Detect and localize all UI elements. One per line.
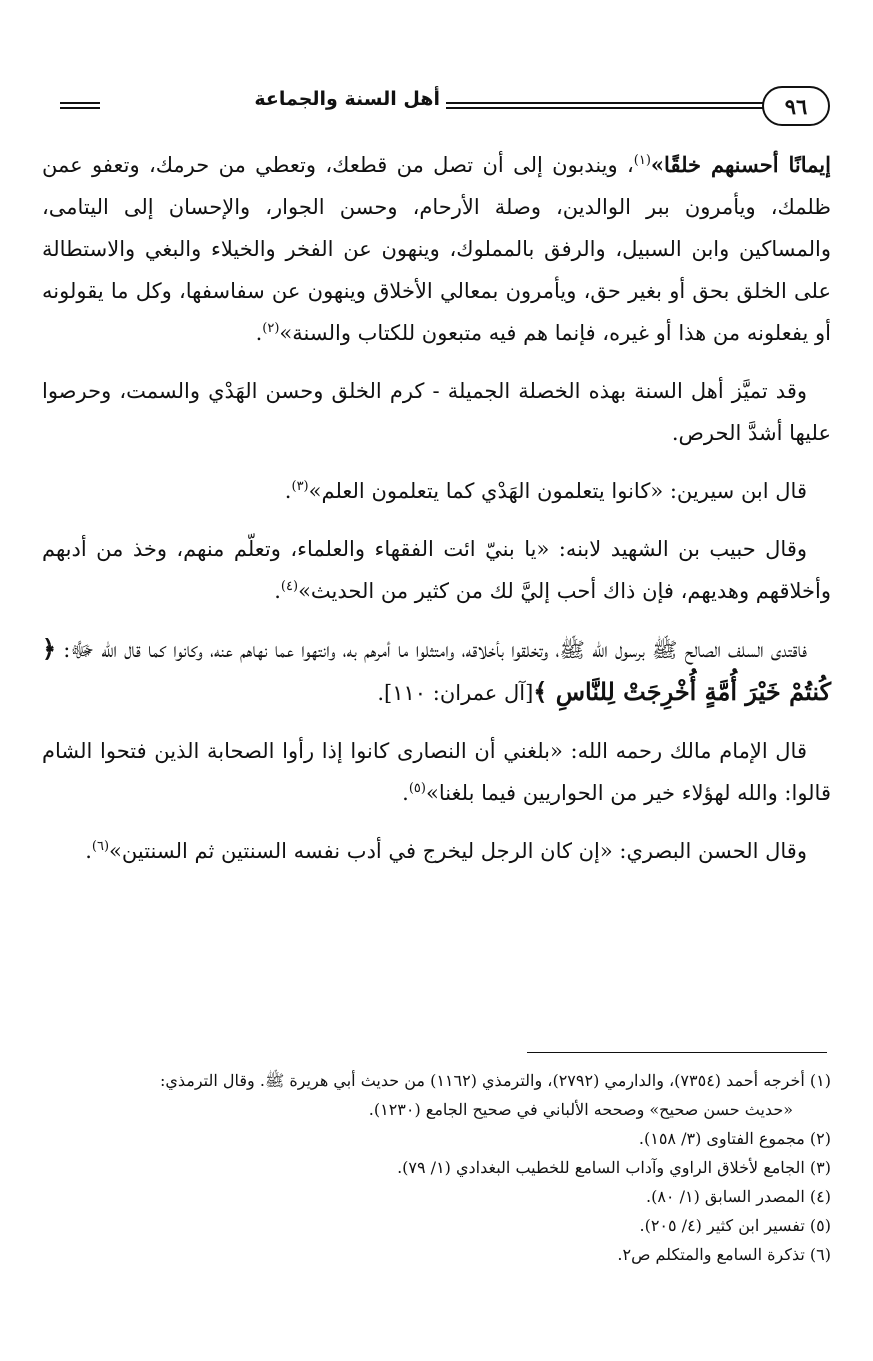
footnote-4: (٤) المصدر السابق (١/ ٨٠). — [645, 1187, 831, 1206]
footnote-ref-3[interactable]: (٣) — [291, 479, 309, 494]
footnote-5: (٥) تفسير ابن كثير (٤/ ٢٠٥). — [639, 1216, 831, 1235]
paragraph-6-end: . — [402, 781, 409, 805]
paragraph-7 — [42, 830, 831, 872]
footnote-separator — [527, 1052, 827, 1053]
paragraph-5-text: فاقتدى السلف الصالح ﷺ برسول الله ﷺ، وتخلقوا بأخلاقه، وامتثلوا ما أمرهم به، وانتهوا عما نهاهم عنه، وكانوا كما قال الله ﷻ: — [56, 638, 807, 662]
running-header — [40, 82, 830, 130]
footnote-ref-1[interactable]: (١) — [633, 153, 651, 168]
footnote-3: (٣) الجامع لأخلاق الراوي وآداب السامع للخطيب البغدادي (١/ ٧٩). — [397, 1158, 831, 1177]
paragraph-4-text: وقال حبيب بن الشهيد لابنه: «يا بنيّ ائت الفقهاء والعلماء، وتعلّم منهم، وخذ من أدبهم وأخلاقهم وهديهم، فإن ذاك أحب إليَّ لك من كثير من الحديث» — [42, 537, 831, 603]
footnote-ref-6[interactable]: (٦) — [91, 839, 110, 854]
paragraph-7-text: وقال الحسن البصري: «إن كان الرجل ليخرج في أدب نفسه السنتين ثم السنتين» — [109, 839, 807, 863]
footnotes — [44, 1066, 831, 1269]
page-number: ٩٦ — [762, 86, 830, 126]
footnote-2: (٢) مجموع الفتاوى (٣/ ١٥٨). — [638, 1129, 831, 1148]
quote-lead: إيمانًا أحسنهم خلقًا» — [650, 152, 831, 177]
header-rule-right — [446, 102, 764, 104]
footnote-ref-2[interactable]: (٢) — [262, 321, 280, 336]
paragraph-2: وقد تميَّز أهل السنة بهذه الخصلة الجميلة - كرم الخلق وحسن الهَدْي والسمت، وحرصوا عليها أشدَّ الحرص. — [42, 379, 831, 445]
footnote-ref-4[interactable]: (٤) — [280, 579, 299, 594]
header-rule-left — [60, 102, 100, 104]
verse-reference: [آل عمران: ١١٠]. — [377, 681, 534, 705]
paragraph-3-text: قال ابن سيرين: «كانوا يتعلمون الهَدْي كما يتعلمون العلم» — [308, 479, 807, 503]
paragraph-1 — [42, 144, 831, 354]
paragraph-6-text: قال الإمام مالك رحمه الله: «بلغني أن النصارى كانوا إذا رأوا الصحابة الذين فتحوا الشام قالوا: والله لهؤلاء خير من الحواريين فيما بلغنا» — [42, 739, 831, 805]
paragraph-5 — [42, 628, 831, 714]
paragraph-4 — [42, 528, 831, 612]
paragraph-6 — [42, 730, 831, 814]
main-text — [42, 144, 831, 888]
running-title: أهل السنة والجماعة — [254, 88, 440, 110]
paragraph-3-end: . — [284, 479, 292, 503]
footnote-6: (٦) تذكرة السامع والمتكلم ص٢. — [617, 1245, 831, 1264]
paragraph-4-end: . — [274, 579, 281, 603]
footnote-1: (١) أخرجه أحمد (٧٣٥٤)، والدارمي (٢٧٩٢)، والترمذي (١١٦٢) من حديث أبي هريرة ﷺ. وقال الترمذي: — [159, 1071, 831, 1090]
paragraph-1-end: . — [255, 321, 263, 345]
footnote-ref-5[interactable]: (٥) — [408, 781, 426, 796]
footnote-1-continued: «حديث حسن صحيح» وصححه الألباني في صحيح الجامع (١٢٣٠). — [368, 1100, 793, 1119]
paragraph-3 — [42, 470, 831, 512]
paragraph-1-text: ، ويندبون إلى أن تصل من قطعك، وتعطي من حرمك، وتعفو عمن ظلمك، ويأمرون ببر الوالدين، وصلة الأرحام، وحسن الجوار، والإحسان إلى اليتامى، والمساكين وابن السبيل، والرفق بالمملوك، وينهون عن الفخر والخيلاء والبغي والاستطالة على الخلق بحق أو بغير حق، ويأمرون بمعالي الأخلاق وينهون عن سفاسفها، وكل ما يقولونه أو يفعلونه من هذا أو غيره، فإنما هم فيه متبعون للكتاب والسنة» — [42, 153, 831, 345]
paragraph-7-end: . — [85, 839, 92, 863]
quran-verse: ﴿ كُنتُمْ خَيْرَ أُمَّةٍ أُخْرِجَتْ لِلنَّاسِ ﴾ — [42, 634, 831, 706]
